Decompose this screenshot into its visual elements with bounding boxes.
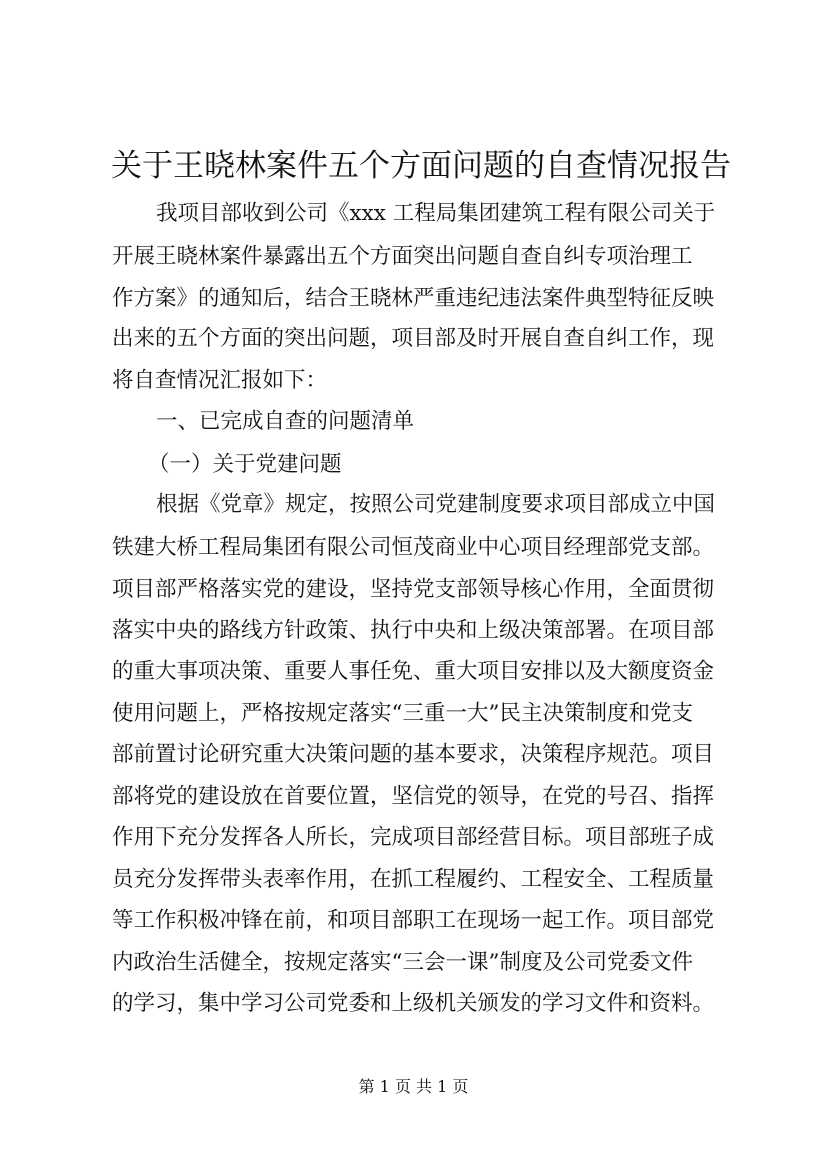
body-line-4: 落实中央的路线方针政策、执行中央和上级决策部署。在项目部 xyxy=(112,618,715,643)
intro-line-2: 开展王晓林案件暴露出五个方面突出问题自查自纠专项治理工 xyxy=(112,244,693,269)
body-line-9: 作用下充分发挥各人所长，完成项目部经营目标。项目部班子成 xyxy=(112,825,715,850)
body-line-1: 根据《党章》规定，按照公司党建制度要求项目部成立中国 xyxy=(156,492,716,517)
subsection-heading: （一）关于党建问题 xyxy=(148,452,342,477)
section-heading: 一、已完成自查的问题清单 xyxy=(156,409,415,434)
intro-line-1: 我项目部收到公司《xxx 工程局集团建筑工程有限公司关于 xyxy=(156,201,716,226)
document-title: 关于王晓林案件五个方面问题的自查情况报告 xyxy=(111,148,731,184)
body-line-2: 铁建大桥工程局集团有限公司恒茂商业中心项目经理部党支部。 xyxy=(112,535,715,560)
intro-line-4: 出来的五个方面的突出问题，项目部及时开展自查自纠工作，现 xyxy=(112,326,715,351)
intro-line-5: 将自查情况汇报如下： xyxy=(112,368,328,393)
body-line-11: 等工作积极冲锋在前，和项目部职工在现场一起工作。项目部党 xyxy=(112,908,715,933)
body-line-12: 内政治生活健全，按规定落实“三会一课”制度及公司党委文件 xyxy=(112,950,693,975)
body-line-13: 的学习，集中学习公司党委和上级机关颁发的学习文件和资料。 xyxy=(112,991,715,1016)
body-line-6: 使用问题上，严格按规定落实“三重一大”民主决策制度和党支 xyxy=(112,701,693,726)
page-number-footer: 第 1 页 共 1 页 xyxy=(358,1077,469,1096)
body-line-10: 员充分发挥带头表率作用，在抓工程履约、工程安全、工程质量 xyxy=(112,867,715,892)
body-line-8: 部将党的建设放在首要位置，坚信党的领导，在党的号召、指挥 xyxy=(112,784,715,809)
body-line-7: 部前置讨论研究重大决策问题的基本要求，决策程序规范。项目 xyxy=(112,742,715,767)
body-line-3: 项目部严格落实党的建设，坚持党支部领导核心作用，全面贯彻 xyxy=(112,577,715,602)
intro-line-3: 作方案》的通知后，结合王晓林严重违纪违法案件典型特征反映 xyxy=(112,286,715,311)
body-line-5: 的重大事项决策、重要人事任免、重大项目安排以及大额度资金 xyxy=(112,659,715,684)
